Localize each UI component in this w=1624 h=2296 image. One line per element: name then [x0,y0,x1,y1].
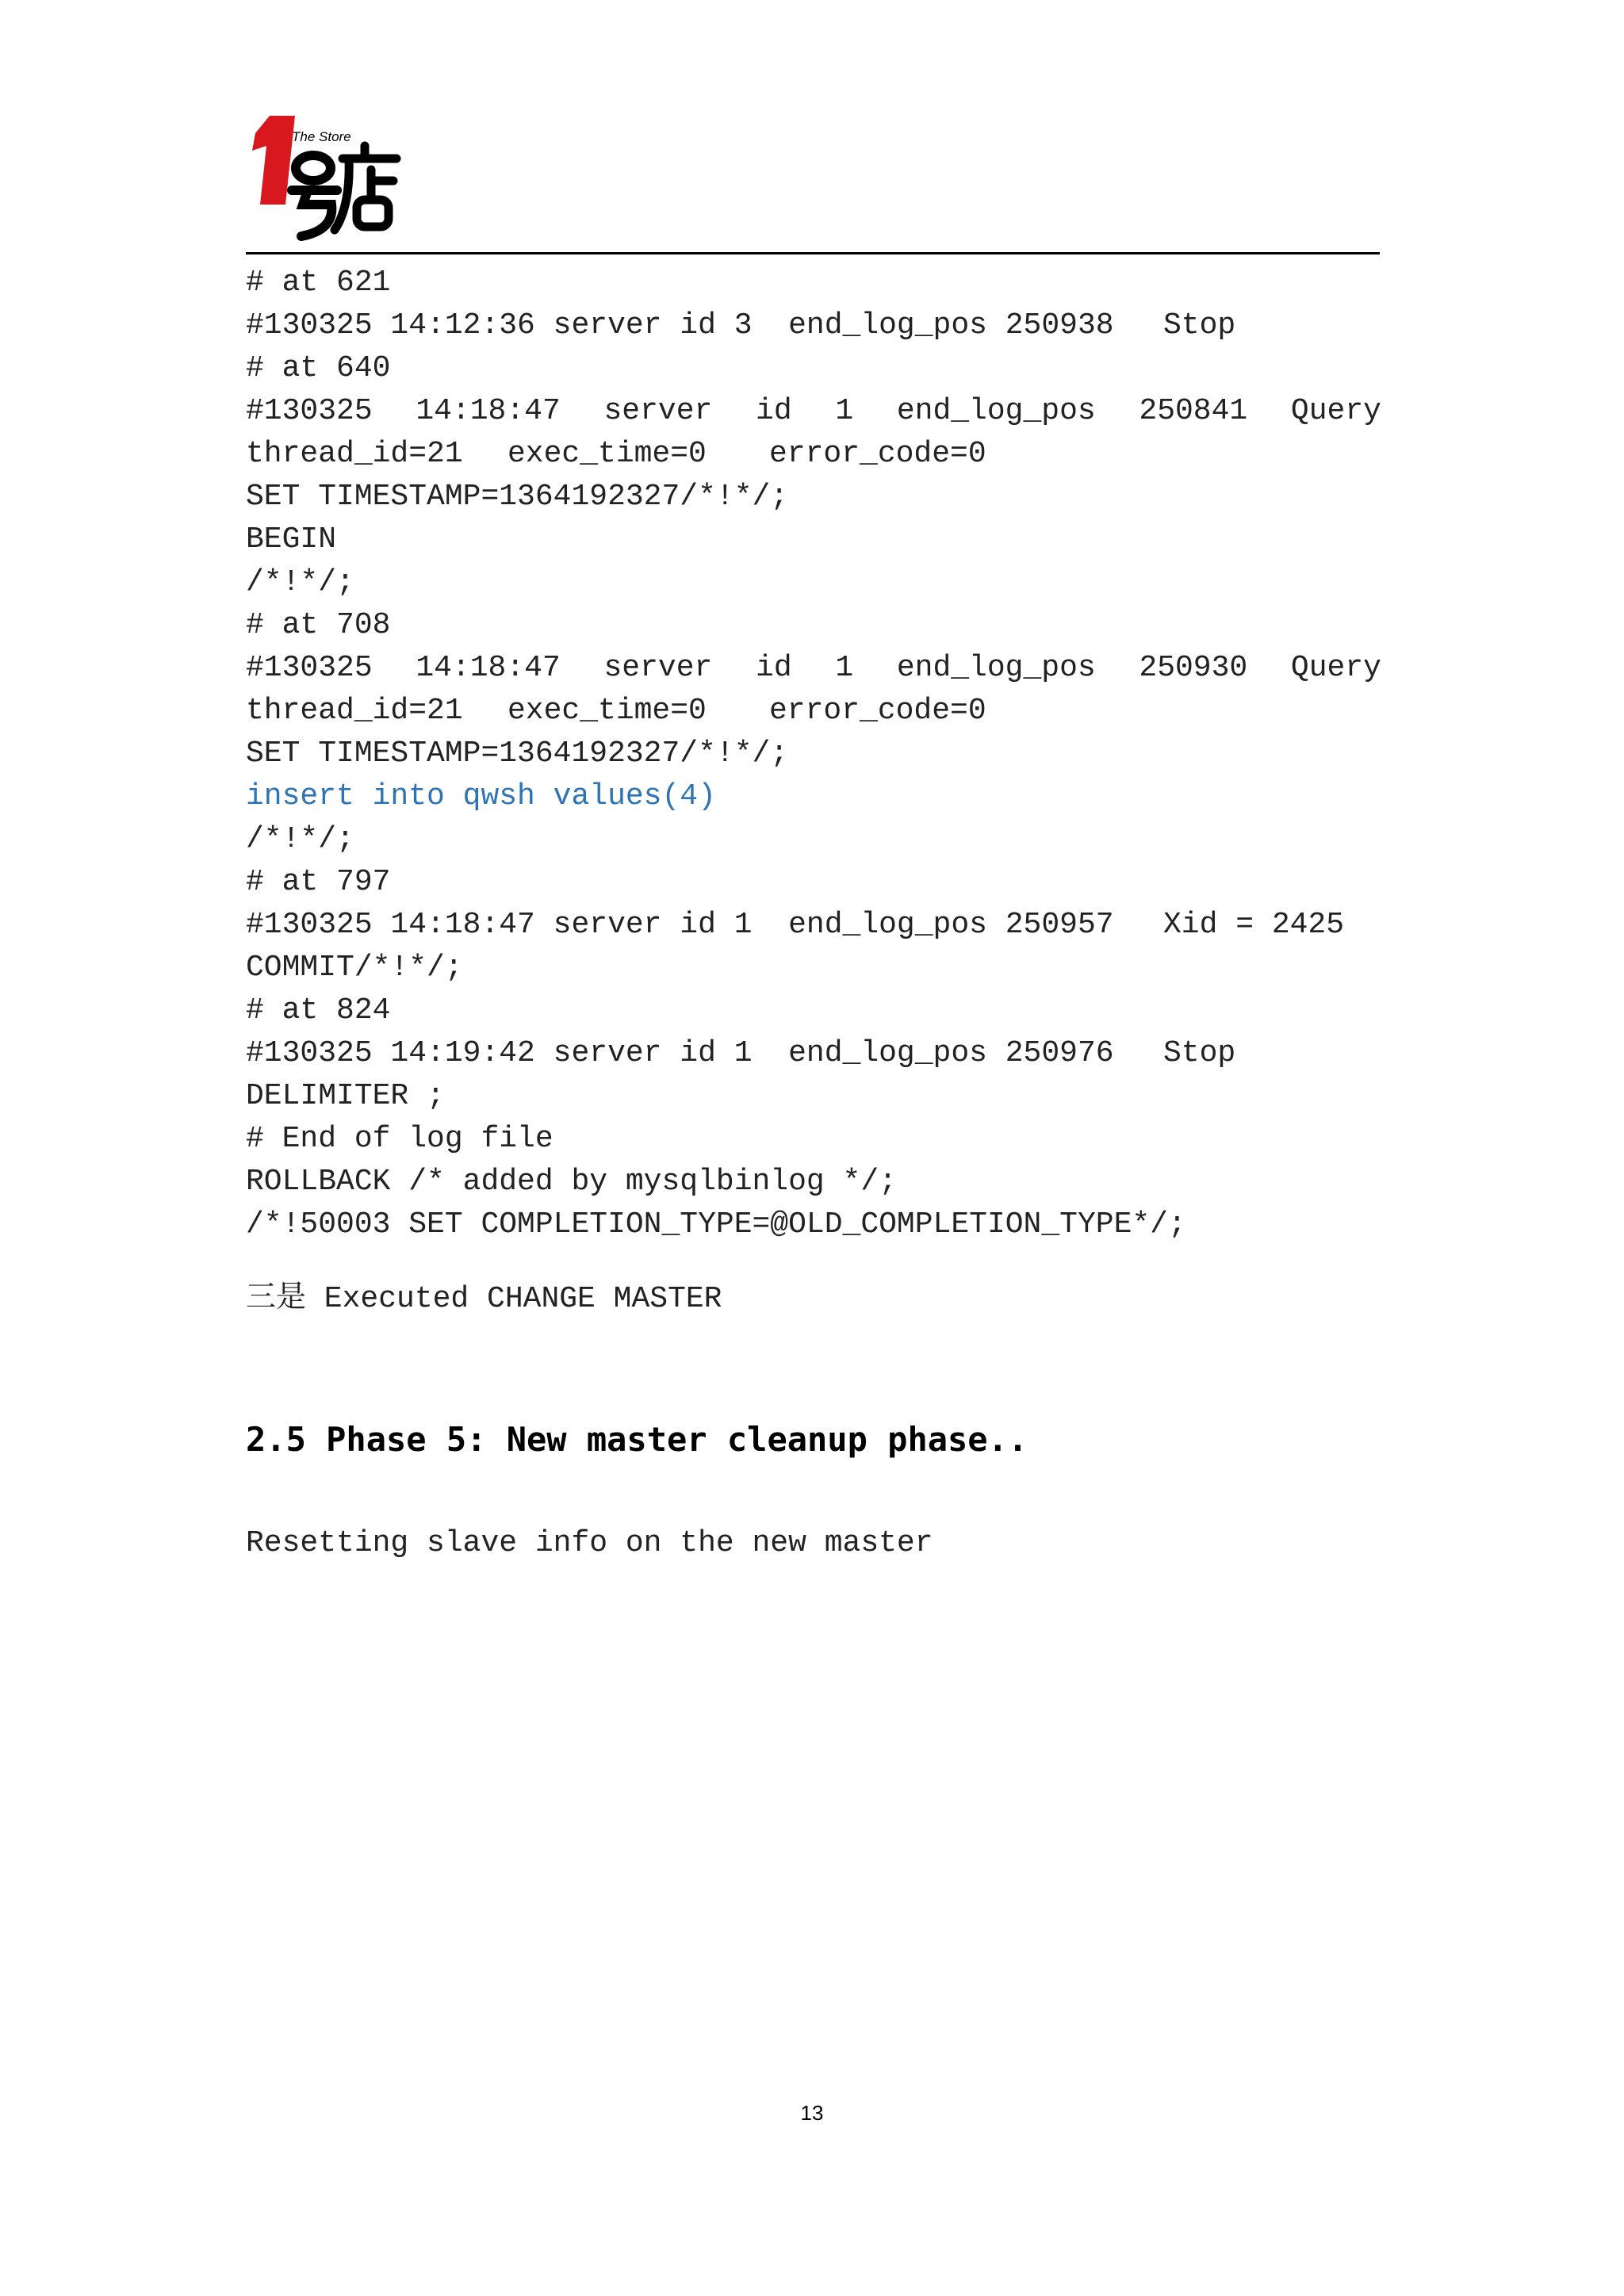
log-field: 1 [835,651,854,685]
log-field: id [756,394,792,428]
the-store-logo [246,111,404,250]
log-line: # at 621 [246,266,391,300]
log-line [246,304,1381,347]
log-field: 250930 [1139,651,1248,685]
log-field: #130325 [246,651,373,685]
log-line [246,904,1381,947]
log-line: DELIMITER ; [246,1079,445,1113]
log-field: 14:18:47 [416,394,561,428]
note-text: 三是 Executed CHANGE MASTER [246,1282,722,1316]
log-field: Stop [1163,1036,1236,1070]
log-field: Stop [1163,308,1236,342]
log-line [246,690,1381,733]
log-line: /*!*/; [246,565,354,599]
log-field: id [756,651,792,685]
log-line: # at 708 [246,608,391,642]
log-line: insert into qwsh values(4) [246,779,716,813]
log-line: # at 640 [246,351,391,385]
log-field: end_log_pos [896,651,1096,685]
binlog-output [246,262,1381,1246]
log-field: server [603,394,713,428]
log-line: COMMIT/*!*/; [246,951,463,985]
page-number: 13 [800,2101,824,2125]
log-field: Query [1290,394,1381,428]
log-line [246,433,1381,476]
log-field: #130325 [246,394,373,428]
svg-text:The Store: The Store [292,129,351,144]
log-field: error_code=0 [769,694,986,728]
log-line [246,390,1381,433]
log-field: #130325 14:12:36 server id 3 end_log_pos 250938 [246,308,1114,342]
log-field: #130325 14:18:47 server id 1 end_log_pos 250957 [246,908,1114,942]
log-field: exec_time=0 [508,694,707,728]
log-line: ROLLBACK /* added by mysqlbinlog */; [246,1165,897,1199]
log-field: thread_id=21 [246,437,463,471]
log-line: SET TIMESTAMP=1364192327/*!*/; [246,737,789,771]
log-line [246,647,1381,690]
log-field: #130325 14:19:42 server id 1 end_log_pos 250976 [246,1036,1114,1070]
log-field: exec_time=0 [508,437,707,471]
log-field: 14:18:47 [416,651,561,685]
log-field: end_log_pos [896,394,1096,428]
log-field: error_code=0 [769,437,986,471]
log-line: # End of log file [246,1122,553,1156]
log-line [246,1032,1381,1075]
log-line: # at 824 [246,993,391,1027]
log-field: 1 [835,394,854,428]
log-field: 250841 [1139,394,1248,428]
log-line: # at 797 [246,865,391,899]
section-heading: 2.5 Phase 5: New master cleanup phase.. [246,1420,1028,1459]
header-rule [246,252,1380,254]
log-line: /*!*/; [246,822,354,856]
log-field: Xid = 2425 [1163,908,1345,942]
log-field: server [603,651,713,685]
log-line: /*!50003 SET COMPLETION_TYPE=@OLD_COMPLETION_TYPE*/; [246,1207,1186,1242]
log-field: Query [1290,651,1381,685]
log-line: SET TIMESTAMP=1364192327/*!*/; [246,480,789,514]
log-line: BEGIN [246,522,337,557]
section-paragraph: Resetting slave info on the new master [246,1526,933,1560]
log-field: thread_id=21 [246,694,463,728]
